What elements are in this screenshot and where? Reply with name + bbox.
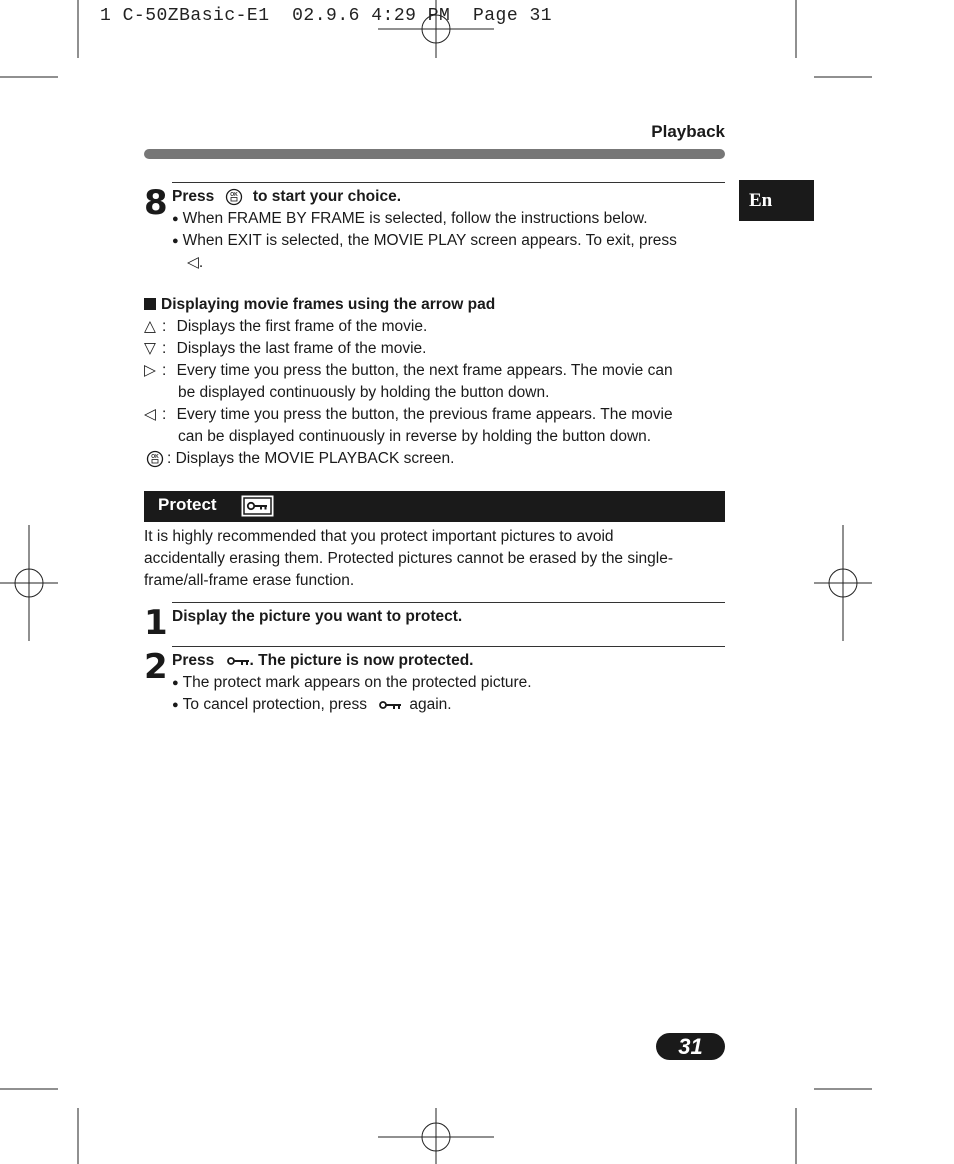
step2-number: 2: [144, 647, 168, 687]
step8-bullet-1: ● When FRAME BY FRAME is selected, follow the instructions below.: [172, 208, 648, 231]
svg-text:OK: OK: [151, 453, 159, 460]
ok-button-icon: [146, 450, 164, 468]
arrow-pad-item-down: ▽ : Displays the last frame of the movie.: [144, 338, 426, 360]
protect-key-icon: [378, 699, 402, 711]
step2-press-label: Press: [172, 652, 215, 669]
protect-intro-line-3: frame/all-frame erase function.: [144, 572, 355, 589]
arrow-pad-heading-text: Displaying movie frames using the arrow pad: [161, 296, 496, 313]
step1-rule: [172, 602, 725, 603]
protect-title: Protect: [158, 495, 217, 514]
protect-key-icon: [226, 655, 250, 667]
svg-text:OK: OK: [229, 191, 238, 198]
arrow-pad-item-left: ◁ : Every time you press the button, the previous frame appears. The movie: [144, 404, 673, 426]
step8-bullet-2-continuation: [187, 252, 203, 274]
left-arrow-icon: ◁: [144, 406, 156, 423]
step2-rule: [172, 646, 725, 647]
arrow-pad-item-down-text: Displays the last frame of the movie.: [176, 340, 427, 357]
section-title: Playback: [651, 122, 725, 141]
ok-button-icon: [225, 188, 243, 206]
page-number: 31: [656, 1033, 725, 1060]
step8-number: 8: [144, 183, 168, 223]
arrow-pad-ok-text: : Displays the MOVIE PLAYBACK screen.: [167, 450, 455, 467]
step8-press-label: Press: [172, 188, 215, 205]
step1-instruction: Display the picture you want to protect.: [172, 608, 463, 625]
step2-bullet-2-end: again.: [409, 696, 452, 713]
arrow-pad-item-up-text: Displays the first frame of the movie.: [176, 318, 428, 335]
step2-bullet-1: ● The protect mark appears on the protected picture.: [172, 672, 532, 695]
step8-instruction: [172, 186, 401, 208]
arrow-pad-heading: [144, 294, 495, 316]
header-divider-bar: [144, 149, 725, 159]
step8-instruction-text: to start your choice.: [252, 188, 402, 205]
arrow-pad-item-up: △ : Displays the first frame of the movie.: [144, 316, 427, 338]
left-arrow-icon: ◁: [187, 254, 199, 271]
step2-bullet-2-text: ● To cancel protection, press: [172, 696, 367, 713]
step2-bullet-2: [172, 694, 452, 717]
square-bullet-icon: [144, 298, 156, 310]
protect-key-icon: [241, 495, 274, 517]
arrow-pad-item-right-text-2: be displayed continuously by holding the button down.: [178, 384, 550, 401]
right-arrow-icon: ▷: [144, 362, 156, 379]
arrow-pad-item-left-text-2: can be displayed continuously in reverse by holding the button down.: [178, 428, 652, 445]
arrow-pad-item-left-text-1: Every time you press the button, the previous frame appears. The movie: [176, 406, 673, 423]
arrow-pad-item-right-text-1: Every time you press the button, the next frame appears. The movie can: [176, 362, 673, 379]
down-arrow-icon: ▽: [144, 340, 156, 357]
step1-number: 1: [144, 603, 168, 643]
step8-bullet-2: ● When EXIT is selected, the MOVIE PLAY screen appears. To exit, press: [172, 230, 677, 253]
protect-section-header: [144, 491, 725, 522]
step2-instruction-text: . The picture is now protected.: [249, 652, 474, 669]
step2-instruction: [172, 650, 473, 672]
language-tab: En: [739, 180, 814, 221]
print-header: 1 C-50ZBasic-E1 02.9.6 4:29 PM Page 31: [100, 6, 553, 26]
protect-intro-line-1: It is highly recommended that you protect important pictures to avoid: [144, 528, 614, 545]
arrow-pad-item-right: ▷ : Every time you press the button, the next frame appears. The movie can: [144, 360, 673, 382]
arrow-pad-item-ok: [146, 448, 454, 470]
step8-bullet-2-end: .: [198, 254, 204, 271]
protect-intro-line-2: accidentally erasing them. Protected pictures cannot be erased by the single-: [144, 550, 674, 567]
up-arrow-icon: △: [144, 318, 156, 335]
step8-rule: [172, 182, 725, 183]
